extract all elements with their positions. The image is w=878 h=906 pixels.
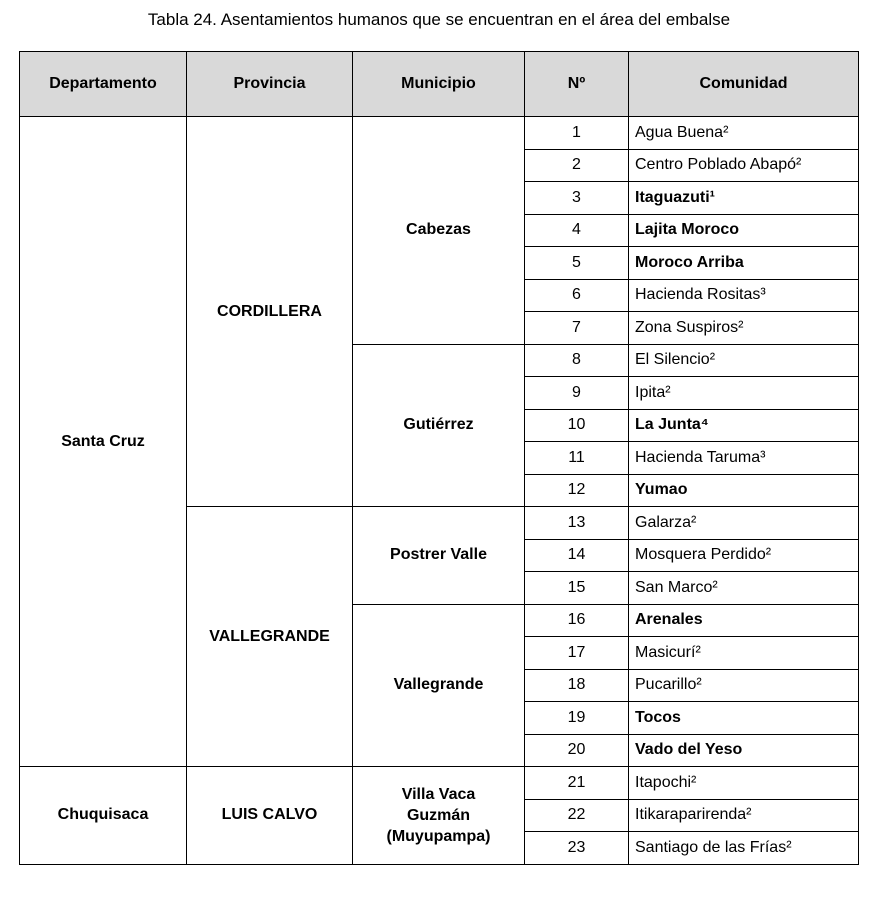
comunidad-cell: Moroco Arriba — [629, 247, 859, 280]
comunidad-cell: Pucarillo² — [629, 669, 859, 702]
row-number: 17 — [525, 637, 629, 670]
row-number: 5 — [525, 247, 629, 280]
comunidad-cell: Ipita² — [629, 377, 859, 410]
row-number: 7 — [525, 312, 629, 345]
comunidad-cell: Vado del Yeso — [629, 734, 859, 767]
row-number: 23 — [525, 832, 629, 865]
comunidad-cell: El Silencio² — [629, 344, 859, 377]
comunidad-cell: Zona Suspiros² — [629, 312, 859, 345]
comunidad-cell: Itaguazuti¹ — [629, 182, 859, 215]
comunidad-cell: Mosquera Perdido² — [629, 539, 859, 572]
municipio-cell — [353, 767, 525, 865]
header-comunidad: Comunidad — [629, 52, 859, 117]
row-number: 14 — [525, 539, 629, 572]
comunidad-cell: Itapochi² — [629, 767, 859, 800]
table-row — [20, 117, 859, 150]
row-number: 13 — [525, 507, 629, 540]
municipio-cell: Vallegrande — [353, 604, 525, 767]
municipio-line: (Muyupampa) — [386, 827, 491, 845]
header-numero: Nº — [525, 52, 629, 117]
header-row — [20, 52, 859, 117]
municipio-line: Villa Vaca — [401, 785, 476, 803]
row-number: 16 — [525, 604, 629, 637]
comunidad-cell: Tocos — [629, 702, 859, 735]
row-number: 15 — [525, 572, 629, 605]
row-number: 8 — [525, 344, 629, 377]
row-number: 6 — [525, 279, 629, 312]
header-provincia: Provincia — [187, 52, 353, 117]
comunidad-cell: Centro Poblado Abapó² — [629, 149, 859, 182]
row-number: 18 — [525, 669, 629, 702]
comunidad-cell: Itikaraparirenda² — [629, 799, 859, 832]
municipio-line: Guzmán — [406, 806, 471, 824]
comunidad-cell: Agua Buena² — [629, 117, 859, 150]
row-number: 21 — [525, 767, 629, 800]
header-departamento: Departamento — [20, 52, 187, 117]
row-number: 3 — [525, 182, 629, 215]
comunidad-cell: Santiago de las Frías² — [629, 832, 859, 865]
row-number: 4 — [525, 214, 629, 247]
header-municipio: Municipio — [353, 52, 525, 117]
comunidad-cell: Masicurí² — [629, 637, 859, 670]
municipio-cell: Cabezas — [353, 117, 525, 345]
provincia-cell: LUIS CALVO — [187, 767, 353, 865]
comunidad-cell: Lajita Moroco — [629, 214, 859, 247]
row-number: 19 — [525, 702, 629, 735]
comunidad-cell: Yumao — [629, 474, 859, 507]
departamento-cell: Santa Cruz — [20, 117, 187, 767]
departamento-cell: Chuquisaca — [20, 767, 187, 865]
table-row — [20, 767, 859, 800]
comunidad-cell: La Junta⁴ — [629, 409, 859, 442]
row-number: 20 — [525, 734, 629, 767]
row-number: 22 — [525, 799, 629, 832]
comunidad-cell: Galarza² — [629, 507, 859, 540]
row-number: 2 — [525, 149, 629, 182]
municipio-cell: Gutiérrez — [353, 344, 525, 507]
comunidad-cell: Hacienda Taruma³ — [629, 442, 859, 475]
row-number: 12 — [525, 474, 629, 507]
row-number: 9 — [525, 377, 629, 410]
provincia-cell: CORDILLERA — [187, 117, 353, 507]
comunidad-cell: Arenales — [629, 604, 859, 637]
row-number: 1 — [525, 117, 629, 150]
row-number: 11 — [525, 442, 629, 475]
municipio-cell: Postrer Valle — [353, 507, 525, 605]
comunidad-cell: Hacienda Rositas³ — [629, 279, 859, 312]
row-number: 10 — [525, 409, 629, 442]
table-caption: Tabla 24. Asentamientos humanos que se encuentran en el área del embalse — [147, 10, 731, 29]
provincia-cell: VALLEGRANDE — [187, 507, 353, 767]
settlements-table — [19, 51, 859, 865]
comunidad-cell: San Marco² — [629, 572, 859, 605]
